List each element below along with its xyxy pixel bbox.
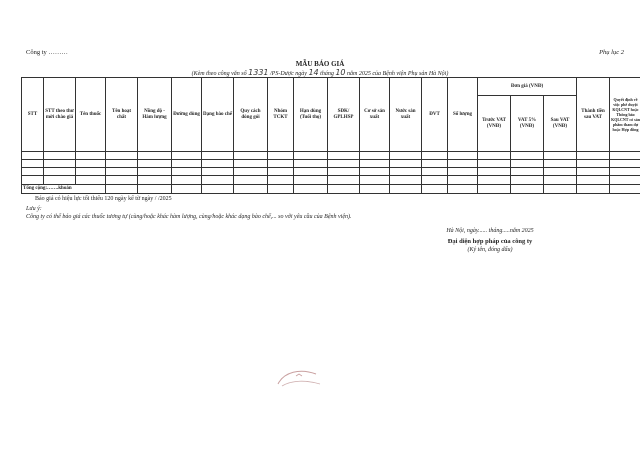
faint-stamp-mark bbox=[270, 362, 330, 392]
table-row bbox=[22, 160, 640, 168]
table-row bbox=[22, 176, 640, 184]
col-header-concentration: Nồng độ - Hàm lượng bbox=[138, 78, 172, 152]
col-header-amount-after-vat: Thành tiền sau VAT bbox=[577, 78, 610, 152]
col-header-country: Nước sản xuất bbox=[390, 78, 422, 152]
subtitle-part-1: (Kèm theo công văn số bbox=[191, 71, 247, 77]
col-header-quantity: Số lượng bbox=[448, 78, 478, 152]
company-name: Công ty ……… bbox=[26, 49, 68, 56]
note-text: Công ty có thể báo giá các thuốc tương tự (cùng/hoặc khác hàm lượng, cùng/hoặc khác dạng bào chế,... so với yêu cầu của Bệnh viện). bbox=[26, 214, 352, 220]
col-header-decision: Quyết định về việc phê duyệt KQLCNT hoặc Thông báo KQLCNT có sản phẩm tham dự hoặc Hợp đồng bbox=[610, 78, 640, 152]
total-row bbox=[22, 184, 640, 193]
subtitle-part-3: tháng bbox=[320, 71, 334, 77]
form-title: MẪU BÁO GIÁ bbox=[295, 60, 345, 68]
handwritten-day: 14 bbox=[308, 68, 319, 77]
validity-note: Báo giá có hiệu lực tối thiểu 120 ngày kể từ ngày / /2025 bbox=[35, 196, 172, 202]
sign-instruction: (Ký tên, đóng dấu) bbox=[467, 247, 513, 253]
place-date: Hà Nội, ngày...... tháng.....năm 2025 bbox=[446, 228, 534, 234]
col-header-price-before-vat: Trước VAT (VNĐ) bbox=[478, 96, 511, 152]
col-header-unit-price-group: Đơn giá (VNĐ) bbox=[478, 78, 577, 96]
col-header-drug-name: Tên thuốc bbox=[76, 78, 106, 152]
col-header-manufacturer: Cơ sở sản xuất bbox=[360, 78, 390, 152]
table-row bbox=[22, 168, 640, 176]
appendix-label: Phụ lục 2 bbox=[599, 49, 624, 56]
handwritten-month: 10 bbox=[335, 68, 346, 77]
table-body bbox=[22, 152, 640, 194]
price-quote-table bbox=[21, 77, 640, 194]
col-header-price-after-vat: Sau VAT (VNĐ) bbox=[544, 96, 577, 152]
subtitle-part-4: năm 2025 của Bệnh viện Phụ sản Hà Nội) bbox=[347, 71, 449, 77]
form-subtitle bbox=[0, 68, 640, 77]
col-header-packaging: Quy cách đóng gói bbox=[234, 78, 268, 152]
col-header-stt: STT bbox=[22, 78, 44, 152]
subtitle-part-2: /PS-Dược ngày bbox=[270, 71, 307, 77]
col-header-dosage-form: Dạng bào chế bbox=[202, 78, 234, 152]
total-label: Tổng cộng:…….khoản bbox=[22, 184, 106, 193]
col-header-registration: SĐK/ GPLHSP bbox=[328, 78, 360, 152]
representative-label: Đại diện hợp pháp của công ty bbox=[447, 238, 533, 245]
note-heading: Lưu ý: bbox=[26, 206, 42, 212]
handwritten-doc-number: 1331 bbox=[248, 68, 269, 77]
col-header-route: Đường dùng bbox=[172, 78, 202, 152]
col-header-expiry: Hạn dùng (Tuổi thọ) bbox=[294, 78, 328, 152]
col-header-unit: ĐVT bbox=[422, 78, 448, 152]
col-header-active-ingredient: Tên hoạt chất bbox=[106, 78, 138, 152]
col-header-vat: VAT 5% (VNĐ) bbox=[511, 96, 544, 152]
col-header-stt-invitation: STT theo thư mời chào giá bbox=[44, 78, 76, 152]
col-header-technical-group: Nhóm TCKT bbox=[268, 78, 294, 152]
table-row bbox=[22, 152, 640, 160]
